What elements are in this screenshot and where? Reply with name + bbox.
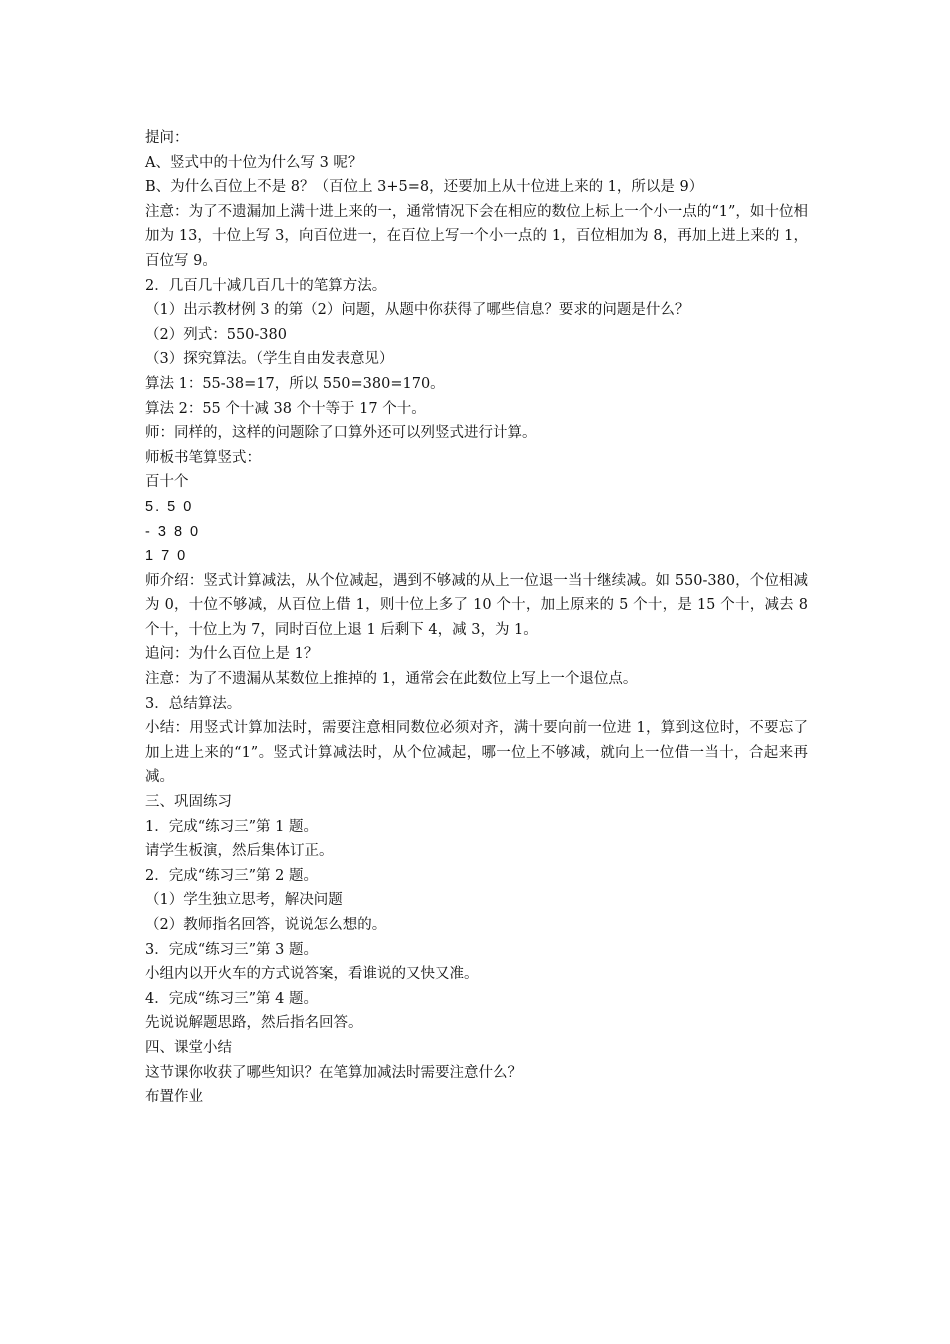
practice-item-1: 1．完成“练习三”第 1 题。 [145,818,318,835]
practice-item-2-step-1: （1）学生独立思考，解决问题 [145,892,343,909]
borrow-note: 注意：为了不遗漏从某数位上推掉的 1，通常会在此数位上写上一个退位点。 [145,671,638,688]
summary-paragraph: 小结：用竖式计算加法时，需要注意相同数位必须对齐，满十要向前一位进 1，算到这位时，不要忘了加上进上来的“1”。竖式计算减法时，从个位减起，哪一位上不够减，就向上一位借一当十，合起来再减。 [145,720,808,786]
question-heading: 提问： [145,130,189,146]
place-value-header: 百十个 [145,474,189,491]
vertical-row-minuend: 5. 5 0 [145,498,194,515]
practice-item-2: 2．完成“练习三”第 2 题。 [145,867,318,884]
question-a: A、竖式中的十位为什么写 3 呢？ [145,154,363,171]
question-b: B、为什么百位上不是 8？（百位上 3+5=8，还要加上从十位进上来的 1，所以是 9） [145,179,704,196]
homework-heading: 布置作业 [145,1089,203,1106]
step-2-formula: （2）列式：550-380 [145,326,287,343]
vertical-row-subtrahend: - 3 8 0 [145,523,201,540]
practice-item-1-detail: 请学生板演，然后集体订正。 [145,843,334,860]
teacher-intro-paragraph: 师介绍：竖式计算减法，从个位减起，遇到不够减的从上一位退一当十继续减。如 550-380，个位相减为 0，十位不够减，从百位上借 1，则十位上多了 10 个十，加上原来的 5 个十，是 15 个十，减去 8 个十，十位上为 7，同时百位上退 1 后剩下 4，减 3，为 1。 [145,572,808,638]
method-1: 算法 1：55-38=17，所以 550=380=170。 [145,375,445,392]
teacher-remark: 师：同样的，这样的问题除了口算外还可以列竖式进行计算。 [145,425,537,442]
class-summary-question: 这节课你收获了哪些知识？在笔算加减法时需要注意什么？ [145,1064,522,1081]
method-2: 算法 2：55 个十减 38 个十等于 17 个十。 [145,400,426,417]
section-summarize: 3．总结算法。 [145,695,242,712]
step-1-show-example: （1）出示教材例 3 的第（2）问题，从题中你获得了哪些信息？要求的问题是什么？ [145,302,690,319]
document-body [145,126,808,1110]
heading-practice: 三、巩固练习 [145,794,232,811]
section-subtraction-method: 2．几百几十减几百几十的笔算方法。 [145,277,387,294]
practice-item-4-detail: 先说说解题思路，然后指名回答。 [145,1015,363,1032]
step-3-explore: （3）探究算法。（学生自由发表意见） [145,351,394,368]
board-vertical-label: 师板书笔算竖式： [145,449,261,466]
practice-item-3: 3．完成“练习三”第 3 题。 [145,941,318,958]
carry-note-paragraph: 注意：为了不遗漏加上满十进上来的一，通常情况下会在相应的数位上标上一个小一点的“1”，如十位相加为 13，十位上写 3，向百位进一，在百位上写一个小一点的 1，百位相加为 8，再加上进上来的 1，百位写 9。 [145,203,808,269]
practice-item-3-detail: 小组内以开火车的方式说答案，看谁说的又快又准。 [145,966,479,983]
vertical-row-result: 1 7 0 [145,548,188,565]
follow-up-question: 追问：为什么百位上是 1？ [145,646,319,663]
practice-item-2-step-2: （2）教师指名回答，说说怎么想的。 [145,917,387,933]
practice-item-4: 4．完成“练习三”第 4 题。 [145,990,318,1007]
heading-class-summary: 四、课堂小结 [145,1039,232,1056]
